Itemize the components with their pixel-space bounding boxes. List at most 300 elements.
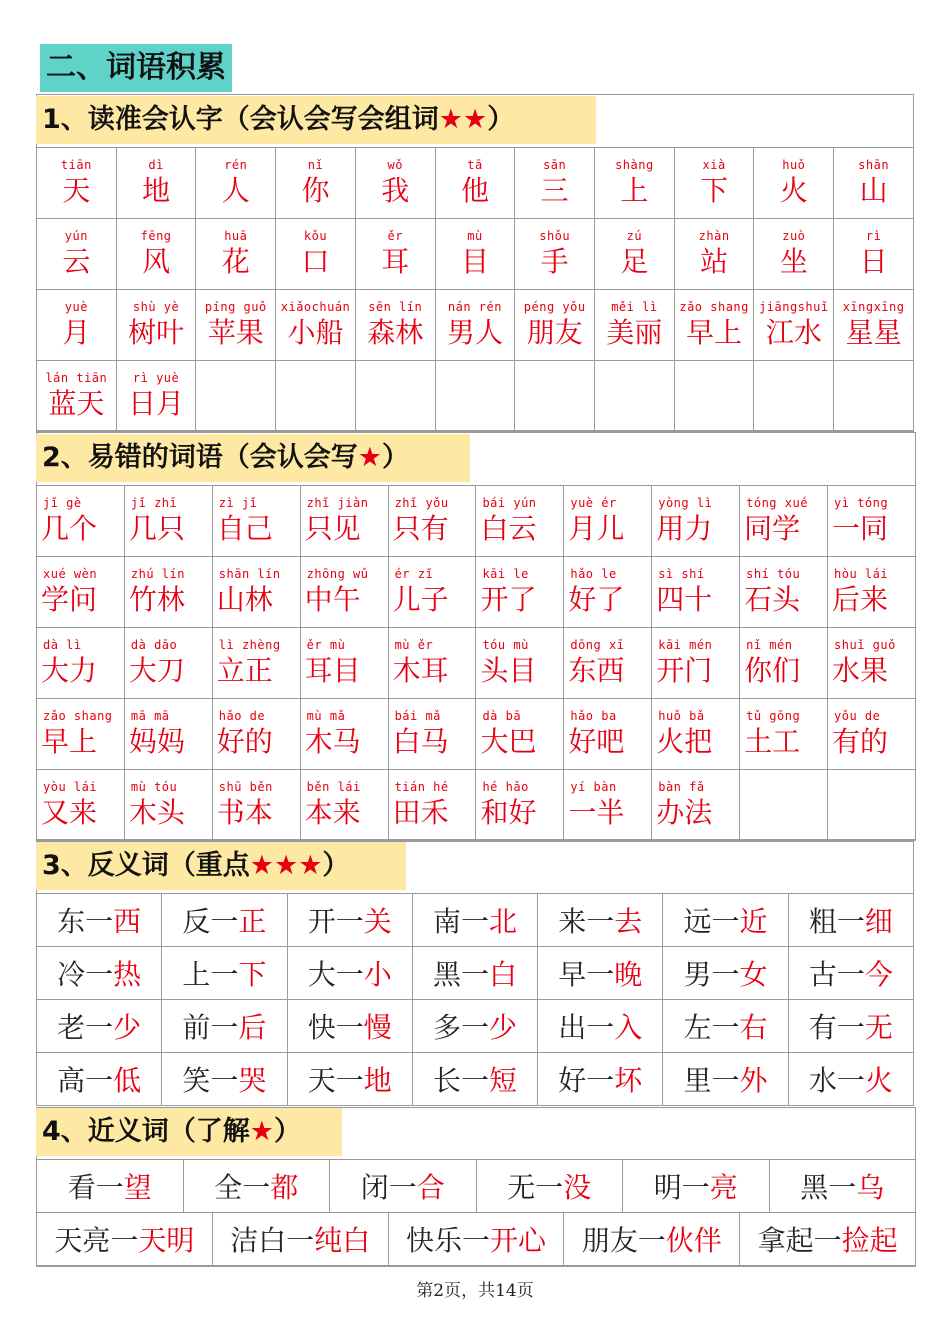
pinyin: huǒ bǎ [658,709,705,723]
pinyin: shū běn [218,780,273,794]
pair-answer: 低 [113,1064,142,1097]
hanzi: 星星 [845,316,902,349]
empty-cell [740,770,828,841]
pair-word: 天一 [307,1064,364,1097]
pair-word: 洁白一 [230,1224,315,1257]
pair-word: 来一 [558,905,615,938]
hanzi: 同学 [744,512,801,545]
pair-cell [788,894,913,947]
pair-answer: 伙伴 [665,1224,722,1257]
pinyin: sì shí [658,567,705,581]
hanzi: 朋友 [526,316,583,349]
pinyin: hòu lái [834,567,889,581]
hanzi: 好吧 [568,725,625,758]
page-footer: 第2页，共14页 [416,1281,534,1301]
pinyin: ěr [387,229,403,243]
pinyin: kǒu [303,229,328,243]
hanzi: 早上 [686,316,743,349]
pair-cell [476,1160,623,1213]
hanzi: 火 [779,174,808,207]
pair-cell [412,1000,537,1053]
table-row [37,219,914,290]
pair-cell [388,1213,564,1266]
pinyin [436,369,515,387]
synonym-table-2 [36,1212,916,1266]
pair-cell [538,894,663,947]
pinyin: dà dāo [130,638,178,652]
pair-word: 好一 [558,1064,615,1097]
pinyin: tóu mù [482,638,529,652]
pair-answer: 火 [864,1064,893,1097]
pinyin [515,369,594,387]
pair-cell [564,1213,740,1266]
pair-cell [788,1053,913,1106]
hanzi: 只有 [392,512,449,545]
hanzi: 四十 [656,583,713,616]
word-cell [834,219,914,290]
hanzi: 坐 [779,245,808,278]
word-cell [196,219,276,290]
hanzi: 山林 [216,583,273,616]
word-cell [828,628,916,699]
pair-answer: 地 [363,1064,392,1097]
word-cell [834,148,914,219]
word-cell [476,628,564,699]
pinyin: yǒu de [834,709,881,723]
pair-word: 大一 [307,958,364,991]
pair-cell [37,1053,162,1106]
section3-title-close: ） [322,850,350,881]
pinyin: huǒ [782,158,806,172]
pinyin: yuè ér [570,496,617,510]
pair-cell [740,1213,916,1266]
pair-cell [538,1000,663,1053]
pinyin: shàng [615,158,654,172]
pinyin: kāi le [482,567,529,581]
star-icon: ★★★ [249,850,323,881]
table-row [37,361,914,432]
word-cell [276,148,356,219]
word-cell [652,557,740,628]
hanzi: 又来 [41,796,98,829]
word-table [36,485,916,841]
word-cell [652,486,740,557]
pinyin: bái mǎ [394,709,441,723]
star-icon: ★ [249,1116,275,1147]
empty-cell [595,361,675,432]
word-cell [564,486,652,557]
pinyin: huā [224,229,248,243]
word-cell [37,486,125,557]
pinyin [196,369,275,387]
pair-cell [162,894,287,947]
word-cell [674,219,754,290]
word-cell [595,219,675,290]
hanzi: 办法 [656,796,713,829]
hanzi: 耳 [381,245,410,278]
pinyin: rì [865,229,882,243]
pair-answer: 去 [614,905,643,938]
pair-cell [287,894,412,947]
word-cell [37,148,117,219]
pinyin: zuò [782,229,806,243]
hanzi: 上 [620,174,649,207]
pair-answer: 坏 [614,1064,643,1097]
hanzi: 江水 [765,316,822,349]
word-cell [754,148,834,219]
pair-answer: 合 [416,1171,445,1204]
pair-cell [538,1053,663,1106]
pair-cell [37,1160,184,1213]
word-cell [388,557,476,628]
word-cell [276,290,356,361]
word-cell [564,557,652,628]
word-cell [476,557,564,628]
pair-cell [287,947,412,1000]
pinyin: hé hǎo [482,780,529,794]
pinyin: dà bā [482,709,522,723]
empty-cell [515,361,595,432]
pinyin: jǐ zhī [130,496,178,510]
pair-answer: 望 [123,1171,152,1204]
table-row [37,290,914,361]
section1-title-text: 1、读准会认字（会认会写会组词 [42,104,439,135]
pair-answer: 外 [739,1064,768,1097]
word-cell [834,290,914,361]
pair-answer: 少 [488,1011,517,1044]
pair-cell [212,1213,388,1266]
pinyin: zhōng wǔ [306,567,369,581]
pair-cell [663,1000,788,1053]
hanzi: 妈妈 [128,725,185,758]
word-cell [564,770,652,841]
pinyin: shuǐ guǒ [834,638,896,652]
pinyin: yì tóng [834,496,889,510]
pair-answer: 关 [363,905,392,938]
table-row [37,557,916,628]
hanzi: 下 [700,174,729,207]
pair-word: 东一 [57,905,114,938]
pair-word: 黑一 [432,958,489,991]
pair-word: 左一 [683,1011,740,1044]
pinyin [356,369,435,387]
word-cell [37,290,117,361]
pinyin: jǐ gè [43,496,82,510]
pair-word: 长一 [432,1064,489,1097]
word-cell [515,290,595,361]
hanzi: 好的 [216,725,273,758]
section2-title-close: ） [382,442,410,473]
pinyin [276,369,355,387]
word-cell [37,628,125,699]
hanzi: 水果 [832,654,889,687]
pinyin: hǎo ba [570,709,617,723]
section4-title-close: ） [274,1116,302,1147]
empty-cell [828,770,916,841]
pinyin: dì [148,158,164,172]
word-cell [300,770,388,841]
word-cell [564,699,652,770]
word-cell [37,361,117,432]
pair-answer: 哭 [238,1064,267,1097]
word-cell [740,557,828,628]
section1-title [36,96,596,144]
pair-cell [412,947,537,1000]
pinyin: dà lì [43,638,82,652]
pair-cell [287,1000,412,1053]
hanzi: 天 [62,174,91,207]
pinyin: nǐ [307,158,324,172]
hanzi: 学问 [41,583,98,616]
word-cell [300,486,388,557]
table-row [37,699,916,770]
section3-title [36,842,406,890]
pinyin: dōng xī [570,638,625,652]
pinyin: jiāngshuǐ [759,300,829,314]
pair-cell [162,947,287,1000]
word-cell [212,486,300,557]
word-cell [276,219,356,290]
pair-cell [37,894,162,947]
hanzi: 苹果 [207,316,264,349]
pair-word: 天亮一 [54,1224,139,1257]
pair-cell [788,947,913,1000]
pinyin: píng guǒ [204,300,267,314]
pair-answer: 北 [488,905,517,938]
hanzi: 站 [700,245,729,278]
char-table [36,147,914,432]
pair-answer: 西 [113,905,142,938]
pinyin: bàn fǎ [658,780,705,794]
pinyin [595,369,674,387]
word-cell [476,699,564,770]
hanzi: 田禾 [392,796,449,829]
word-cell [515,148,595,219]
pair-word: 水一 [808,1064,865,1097]
word-cell [124,699,212,770]
pinyin: xiǎochuán [280,300,351,314]
word-cell [740,628,828,699]
pinyin: yuè [64,300,88,314]
star-icon: ★★ [438,104,488,135]
pinyin: mù tóu [130,780,178,794]
pinyin: zhàn [698,229,730,243]
word-cell [674,290,754,361]
pair-cell [663,947,788,1000]
hanzi: 木头 [128,796,185,829]
section4-title [36,1108,342,1156]
hanzi: 月儿 [568,512,625,545]
hanzi: 早上 [41,725,98,758]
pair-word: 朋友一 [581,1224,666,1257]
hanzi: 石头 [744,583,801,616]
pair-word: 有一 [808,1011,865,1044]
hanzi: 手 [540,245,569,278]
pair-answer: 乌 [856,1171,885,1204]
section2-title-text: 2、易错的词语（会认会写 [42,442,358,473]
pinyin: mù ěr [394,638,434,652]
pair-word: 笑一 [182,1064,239,1097]
word-cell [476,486,564,557]
hanzi: 自己 [216,512,273,545]
empty-cell [276,361,356,432]
empty-cell [435,361,515,432]
table-row [37,947,914,1000]
hanzi: 只见 [304,512,361,545]
hanzi: 日 [859,245,888,278]
pinyin: lán tiān [45,371,108,385]
empty-cell [754,361,834,432]
word-cell [595,290,675,361]
pair-answer: 正 [238,905,267,938]
hanzi: 几个 [41,512,98,545]
pair-word: 里一 [683,1064,740,1097]
hanzi: 树叶 [128,316,185,349]
pinyin: tián hé [394,780,449,794]
pair-cell [623,1160,770,1213]
hanzi: 耳目 [304,654,361,687]
hanzi: 美丽 [606,316,663,349]
word-cell [476,770,564,841]
word-cell [212,699,300,770]
pair-answer: 天明 [138,1224,195,1257]
pair-cell [287,1053,412,1106]
hanzi: 大巴 [480,725,537,758]
pinyin: péng yǒu [523,300,586,314]
pinyin [740,778,827,796]
hanzi: 立正 [216,654,273,687]
pinyin: tóng xué [746,496,808,510]
pinyin: nǐ mén [746,638,793,652]
hanzi: 森林 [367,316,424,349]
word-cell [196,148,276,219]
pinyin: tǔ gōng [746,709,801,723]
pair-word: 粗一 [808,905,865,938]
table-row [37,1053,914,1106]
word-cell [124,770,212,841]
pair-word: 快乐一 [405,1224,490,1257]
hanzi: 人 [221,174,250,207]
word-cell [435,148,515,219]
table-row [37,1000,914,1053]
hanzi: 儿子 [392,583,449,616]
pinyin: rì yuè [132,371,180,385]
pinyin: mù mǎ [306,709,346,723]
section2-title [36,434,470,482]
hanzi: 日月 [128,387,185,420]
word-cell [435,219,515,290]
hanzi: 三 [540,174,569,207]
word-cell [435,290,515,361]
word-cell [355,290,435,361]
pair-answer: 晚 [614,958,643,991]
pair-answer: 白 [488,958,517,991]
pair-answer: 细 [864,905,893,938]
pair-word: 上一 [182,958,239,991]
pair-word: 男一 [683,958,740,991]
pinyin: shān lín [218,567,281,581]
pair-word: 全一 [214,1171,271,1204]
word-cell [388,628,476,699]
pinyin: mā mā [130,709,170,723]
pair-word: 多一 [432,1011,489,1044]
word-cell [388,699,476,770]
word-cell [355,148,435,219]
word-cell [652,699,740,770]
pinyin: shǒu [539,229,571,243]
pinyin: xià [702,158,726,172]
pinyin [834,369,913,387]
hanzi: 木耳 [392,654,449,687]
pinyin: wǒ [387,158,403,172]
pinyin: zǎo shang [43,709,113,723]
hanzi: 小船 [287,316,344,349]
table-row [37,1213,916,1266]
pinyin: xīngxīng [842,300,905,314]
table-row [37,148,914,219]
hanzi: 花 [221,245,250,278]
pinyin: yòu lái [43,780,98,794]
pair-answer: 下 [238,958,267,991]
word-cell [355,219,435,290]
hanzi: 和好 [480,796,537,829]
pinyin: bái yún [482,496,537,510]
word-cell [124,486,212,557]
pinyin: zú [626,229,643,243]
pair-word: 看一 [67,1171,124,1204]
pair-word: 前一 [182,1011,239,1044]
pair-cell [37,1213,213,1266]
hanzi: 目 [460,245,489,278]
hanzi: 书本 [216,796,273,829]
pair-cell [412,894,537,947]
pinyin [675,369,754,387]
word-cell [674,148,754,219]
hanzi: 你们 [744,654,801,687]
pair-answer: 都 [270,1171,299,1204]
word-cell [116,219,196,290]
hanzi: 几只 [128,512,185,545]
empty-cell [834,361,914,432]
section1-title-close: ） [487,104,515,135]
pinyin: yòng lì [658,496,713,510]
word-cell [652,628,740,699]
pair-answer: 短 [488,1064,517,1097]
word-cell [740,699,828,770]
hanzi: 我 [381,174,410,207]
word-cell [754,219,834,290]
pair-cell [769,1160,916,1213]
hanzi: 竹林 [128,583,185,616]
word-cell [754,290,834,361]
star-icon: ★ [357,442,383,473]
hanzi: 头目 [480,654,537,687]
hanzi: 火把 [656,725,713,758]
table-row [37,770,916,841]
pinyin: xué wèn [43,567,98,581]
pair-cell [663,1053,788,1106]
antonym-table [36,893,914,1106]
table-row [37,1160,916,1213]
hanzi: 木马 [304,725,361,758]
pair-word: 南一 [432,905,489,938]
pair-word: 古一 [808,958,865,991]
hanzi: 白马 [392,725,449,758]
pinyin: mù [467,229,483,243]
pinyin [828,778,915,796]
pair-word: 拿起一 [757,1224,842,1257]
pinyin: nán rén [447,300,502,314]
